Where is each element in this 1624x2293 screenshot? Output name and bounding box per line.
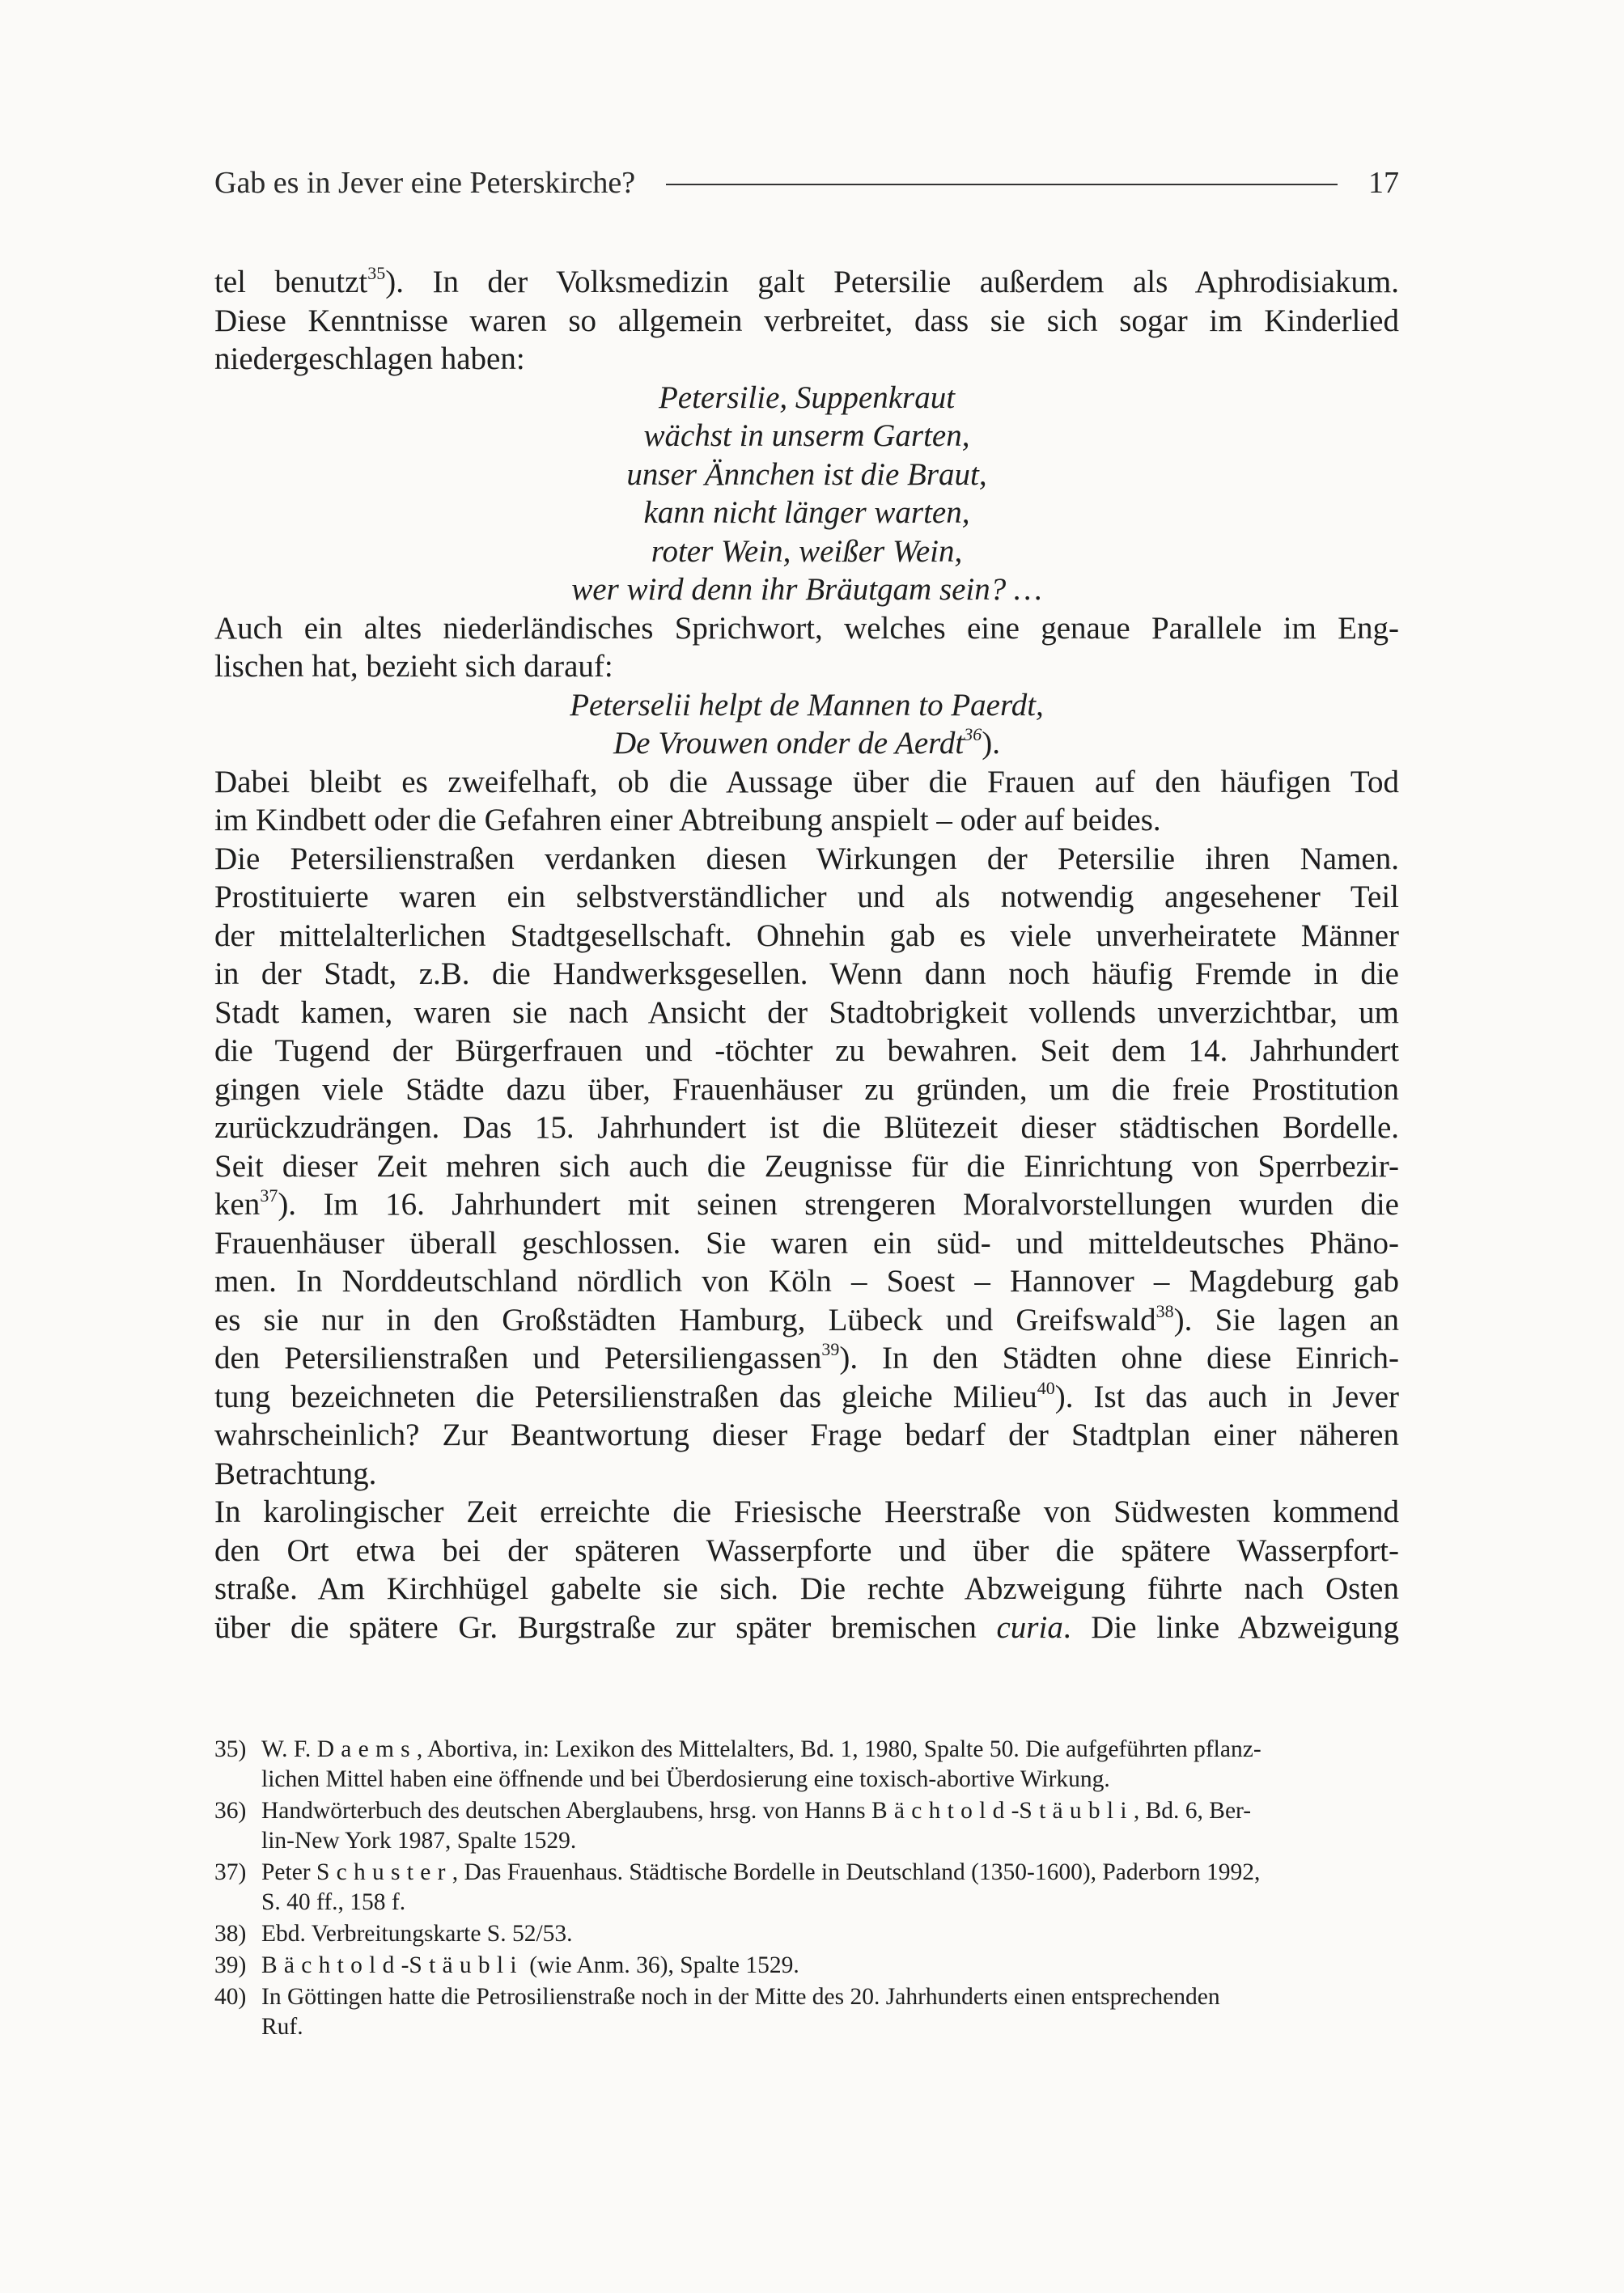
- footnote-line: lichen Mittel haben eine öffnende und bei Überdosierung eine toxisch-abortive Wirkung.: [261, 1766, 1110, 1792]
- running-header: [214, 162, 1399, 204]
- text-line: über die spätere Gr. Burgstraße zur später bremischen curia. Die linke Abzweigung: [214, 1609, 1399, 1645]
- text-line: men. In Norddeutschland nördlich von Köln – Soest – Hannover – Magdeburg gab: [214, 1264, 1399, 1299]
- main-text: [214, 263, 1399, 1647]
- text-line: In karolingischer Zeit erreichte die Friesische Heerstraße von Südwesten kommend: [214, 1494, 1399, 1529]
- text-line: niedergeschlagen haben:: [214, 341, 525, 376]
- verse-line: unser Ännchen ist die Braut,: [626, 456, 987, 492]
- text-line: den Petersilienstraßen und Petersiliengassen$^{39}$). In den Städten ohne diese Einrich-: [214, 1339, 1399, 1375]
- author-name: Schuster: [316, 1859, 452, 1885]
- footnote-number: 39): [214, 1952, 247, 1978]
- text-line: Stadt kamen, waren sie nach Ansicht der Stadtobrigkeit vollends unverzichtbar, um: [214, 994, 1399, 1030]
- header-rule: [666, 184, 1338, 185]
- text-line: den Ort etwa bei der späteren Wasserpforte und über die spätere Wasserpfort-: [214, 1532, 1399, 1568]
- footnote: [214, 1735, 1399, 1795]
- text-line: es sie nur in den Großstädten Hamburg, Lübeck und Greifswald$^{38}$). Sie lagen an: [214, 1300, 1400, 1337]
- verse-line: roter Wein, weißer Wein,: [651, 533, 963, 569]
- footnote-number: 35): [214, 1736, 247, 1762]
- footnote-ref: 40: [1037, 1377, 1055, 1398]
- footnote-ref: 36: [964, 724, 982, 744]
- footnote-number: 36): [214, 1798, 247, 1824]
- text-line: Diese Kenntnisse waren so allgemein verbreitet, dass sie sich sogar im Kinderlied: [214, 303, 1399, 338]
- verse-line: wer wird denn ihr Bräutgam sein? …: [571, 572, 1042, 607]
- footnote-number: 40): [214, 1984, 247, 2010]
- text-line: Seit dieser Zeit mehren sich auch die Zeugnisse für die Einrichtung von Sperrbezir-: [214, 1148, 1399, 1184]
- footnote-ref: 39: [821, 1339, 840, 1359]
- footnote: [214, 1858, 1399, 1918]
- text-line: Frauenhäuser überall geschlossen. Sie waren ein süd- und mitteldeutsches Phäno-: [214, 1225, 1399, 1261]
- text-line: zurückzudrängen. Das 15. Jahrhundert ist die Blütezeit dieser städtischen Bordelle.: [214, 1110, 1399, 1145]
- footnote-number: 37): [214, 1859, 247, 1885]
- text-line: die Tugend der Bürgerfrauen und -töchter zu bewahren. Seit dem 14. Jahrhundert: [214, 1033, 1399, 1068]
- footnote-line: Peter Schuster, Das Frauenhaus. Städtische Bordelle in Deutschland (1350-1600), Paderborn 1992,: [261, 1859, 1261, 1885]
- author-name: Stäubli: [409, 1952, 524, 1978]
- verse-line: kann nicht länger warten,: [643, 495, 970, 530]
- author-name: Bächtold: [871, 1798, 1011, 1824]
- footnotes: [214, 1735, 1399, 2044]
- verse-line: Peterselii helpt de Mannen to Paerdt,: [570, 687, 1044, 723]
- text-line: ken$^{37}$). Im 16. Jahrhundert mit seinen strengeren Moralvorstellungen wurden die: [214, 1185, 1399, 1222]
- footnote-line: Ebd. Verbreitungskarte S. 52/53.: [261, 1921, 573, 1947]
- text-line: Auch ein altes niederländisches Sprichwort, welches eine genaue Parallele im Eng-: [214, 610, 1399, 646]
- footnote: [214, 1951, 1399, 1981]
- text-line: Die Petersilienstraßen verdanken diesen Wirkungen der Petersilie ihren Namen.: [214, 841, 1399, 876]
- author-name: Bächtold: [261, 1952, 401, 1978]
- text-line: wahrscheinlich? Zur Beantwortung dieser Frage bedarf der Stadtplan einer näheren: [214, 1418, 1399, 1452]
- footnote-line: S. 40 ff., 158 f.: [261, 1889, 406, 1915]
- text-line: Prostituierte waren ein selbstverständlicher und als notwendig angesehener Teil: [214, 879, 1399, 914]
- text-line: im Kindbett oder die Gefahren einer Abtreibung anspielt – oder auf beides.: [214, 803, 1161, 837]
- footnote-ref: 35: [367, 263, 386, 283]
- footnote-line: Handwörterbuch des deutschen Aberglaubens, hrsg. von Hanns Bächtold-Stäubli, Bd. 6, Ber-: [261, 1798, 1252, 1824]
- text-line: gingen viele Städte dazu über, Frauenhäuser zu gründen, um die freie Prostitution: [214, 1071, 1399, 1107]
- footnote: [214, 1919, 1399, 1949]
- author-name: Stäubli: [1019, 1798, 1134, 1824]
- text-line: Betrachtung.: [214, 1456, 377, 1491]
- footnote-line: lin-New York 1987, Spalte 1529.: [261, 1828, 577, 1854]
- footnote-line: Ruf.: [261, 2014, 303, 2040]
- page-number: 17: [1368, 166, 1399, 200]
- text-line: Dabei bleibt es zweifelhaft, ob die Aussage über die Frauen auf den häufigen Tod: [214, 764, 1399, 799]
- footnote: [214, 1796, 1399, 1856]
- italic-term: curia: [996, 1609, 1063, 1645]
- text-line: tung bezeichneten die Petersilienstraßen das gleiche Milieu$^{40}$). Ist das auch in Jever: [214, 1377, 1399, 1414]
- author-name: Daems: [316, 1736, 417, 1762]
- text-line: in der Stadt, z.B. die Handwerksgesellen. Wenn dann noch häufig Fremde in die: [214, 956, 1399, 991]
- footnote-line: In Göttingen hatte die Petrosilienstraße noch in der Mitte des 20. Jahrhunderts einen entsprechenden: [261, 1984, 1220, 2010]
- verse-line: wächst in unserm Garten,: [643, 418, 970, 453]
- text-line: der mittelalterlichen Stadtgesellschaft. Ohnehin gab es viele unverheiratete Männer: [214, 918, 1399, 953]
- footnote-ref: 37: [260, 1185, 278, 1206]
- footnote-line: Bächtold-Stäubli (wie Anm. 36), Spalte 1529.: [261, 1952, 799, 1978]
- footnote: [214, 1982, 1399, 2042]
- text-line: lischen hat, bezieht sich darauf:: [214, 649, 613, 684]
- text-line: straße. Am Kirchhügel gabelte sie sich. Die rechte Abzweigung führte nach Osten: [214, 1571, 1399, 1606]
- verse-line: Petersilie, Suppenkraut: [658, 379, 956, 415]
- verse-line: De Vrouwen onder de Aerdt$^{36}$).: [613, 724, 1000, 761]
- header-title: Gab es in Jever eine Peterskirche?: [214, 166, 636, 200]
- footnote-line: W. F. Daems, Abortiva, in: Lexikon des Mittelalters, Bd. 1, 1980, Spalte 50. Die aufgeführten pflanz-: [261, 1736, 1261, 1762]
- footnote-number: 38): [214, 1921, 247, 1947]
- footnote-ref: 38: [1155, 1300, 1174, 1321]
- text-line: tel benutzt$^{35}$). In der Volksmedizin galt Petersilie außerdem als Aphrodisiakum.: [214, 263, 1399, 299]
